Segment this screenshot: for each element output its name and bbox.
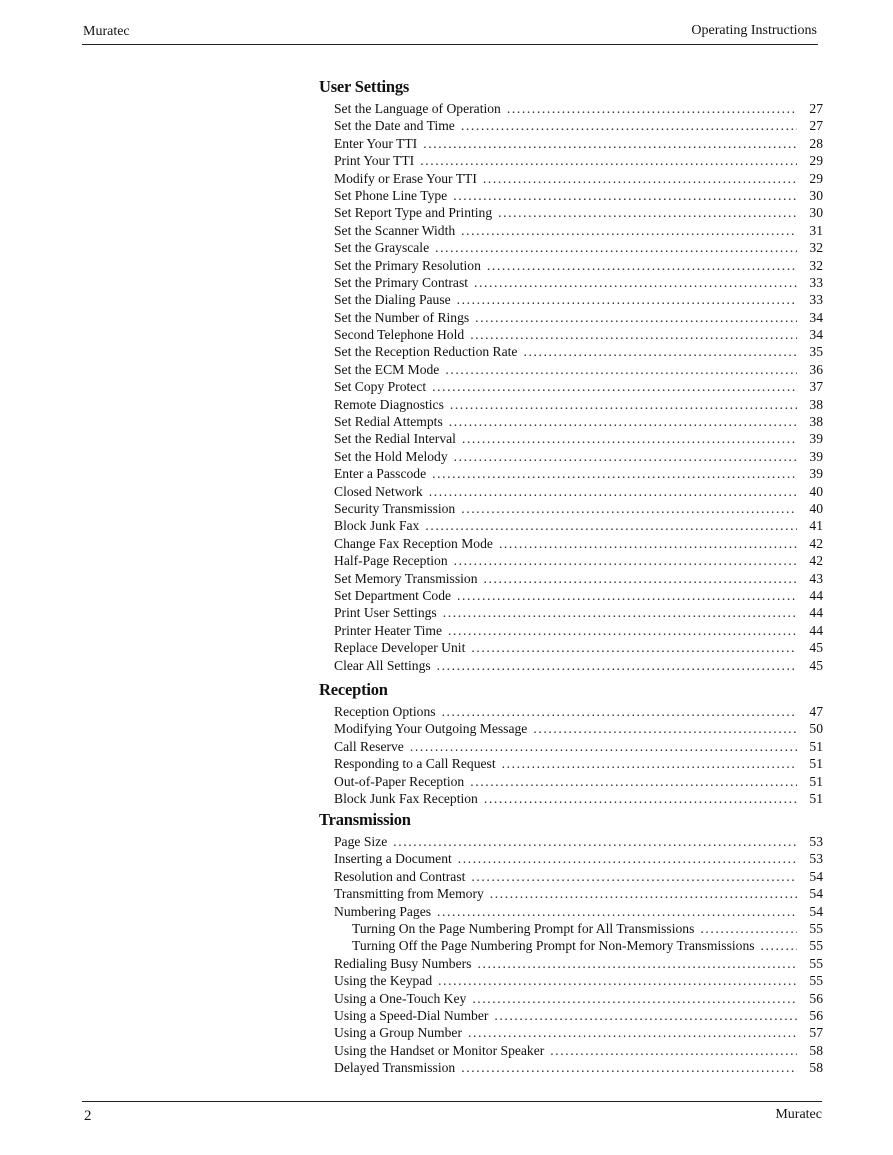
dot-leader <box>487 257 797 274</box>
dot-leader <box>450 396 797 413</box>
toc-entry <box>318 239 823 256</box>
dot-leader <box>420 152 797 169</box>
dot-leader <box>494 1007 797 1024</box>
toc-entry-page: 51 <box>809 790 823 806</box>
toc-entry <box>318 703 823 720</box>
header-brand: Muratec <box>83 24 130 39</box>
toc-entry <box>318 903 823 920</box>
toc-entry-page: 44 <box>809 622 823 638</box>
dot-leader <box>471 868 797 885</box>
toc-entry-page: 54 <box>809 886 823 902</box>
toc-entry <box>318 868 823 885</box>
dot-leader <box>448 622 797 639</box>
toc-entry <box>318 170 823 187</box>
toc-entry-label: Using a Speed-Dial Number <box>334 1007 489 1023</box>
section-title: User Settings <box>319 77 410 96</box>
toc-entry-page: 57 <box>809 1025 823 1041</box>
toc-entry <box>318 1007 823 1024</box>
toc-entry <box>318 430 823 447</box>
toc-entry <box>318 309 823 326</box>
toc-entry-label: Using the Handset or Monitor Speaker <box>334 1042 545 1058</box>
toc-entry-page: 56 <box>809 990 823 1006</box>
toc-entry-page: 55 <box>809 973 823 989</box>
page-number: 2 <box>84 1108 92 1124</box>
toc-entry-label: Printer Heater Time <box>334 622 442 638</box>
dot-leader <box>443 604 797 621</box>
toc-entry <box>318 257 823 274</box>
toc-entry-page: 51 <box>809 738 823 754</box>
toc-entry-page: 44 <box>809 587 823 603</box>
toc-entry-page: 40 <box>809 500 823 516</box>
dot-leader <box>454 552 797 569</box>
dot-leader <box>393 833 797 850</box>
dot-leader <box>445 361 797 378</box>
toc-entry <box>318 622 823 639</box>
toc-entry-label: Numbering Pages <box>334 903 432 919</box>
toc-entry <box>318 1059 823 1076</box>
toc-entry-label: Set the Dialing Pause <box>334 292 451 308</box>
toc-entry <box>318 570 823 587</box>
toc-entry-page: 29 <box>809 153 823 169</box>
toc-entry <box>318 187 823 204</box>
section-entries <box>318 833 823 1076</box>
toc-entry-label: Set the Scanner Width <box>334 222 456 238</box>
section-entries <box>318 703 823 807</box>
toc-entry-label: Set the Primary Resolution <box>334 257 481 273</box>
dot-leader <box>425 517 797 534</box>
toc-entry <box>318 1024 823 1041</box>
dot-leader <box>410 738 797 755</box>
toc-entry-label: Resolution and Contrast <box>334 868 466 884</box>
toc-entry-label: Second Telephone Hold <box>334 327 465 343</box>
toc-sub-entry <box>318 920 823 937</box>
toc-entry-page: 27 <box>809 118 823 134</box>
dot-leader <box>468 1024 797 1041</box>
dot-leader <box>462 430 797 447</box>
toc-entry <box>318 222 823 239</box>
toc-entry-label: Change Fax Reception Mode <box>334 535 493 551</box>
toc-entry <box>318 657 823 674</box>
toc-entry <box>318 396 823 413</box>
toc-entry-page: 53 <box>809 834 823 849</box>
toc-entry-page: 51 <box>809 756 823 772</box>
dot-leader <box>432 465 797 482</box>
dot-leader <box>490 885 797 902</box>
toc-entry-label: Delayed Transmission <box>334 1060 456 1076</box>
toc-entry-page: 34 <box>809 327 823 343</box>
toc-entry-label: Set the Reception Reduction Rate <box>334 344 518 360</box>
dot-leader <box>453 187 797 204</box>
toc-sub-entry <box>318 937 823 954</box>
toc-entry <box>318 465 823 482</box>
toc-entry-page: 37 <box>809 379 823 395</box>
toc-entry-label: Responding to a Call Request <box>334 756 496 772</box>
toc-entry <box>318 720 823 737</box>
dot-leader <box>423 135 797 152</box>
toc-entry <box>318 790 823 807</box>
toc-entry-page: 39 <box>809 466 823 482</box>
toc-entry-page: 47 <box>809 704 823 719</box>
toc-entry-label: Closed Network <box>334 483 423 499</box>
dot-leader <box>458 850 797 867</box>
toc-entry <box>318 587 823 604</box>
dot-leader <box>438 972 797 989</box>
toc-section-user-settings <box>318 77 823 674</box>
toc-section-transmission <box>318 810 823 1076</box>
toc-entry-label: Set the Date and Time <box>334 118 455 134</box>
dot-leader <box>523 343 797 360</box>
toc-entry-page: 55 <box>809 920 823 936</box>
toc-entry-page: 55 <box>809 955 823 971</box>
header-divider <box>82 44 818 45</box>
toc-entry-page: 45 <box>809 640 823 656</box>
toc-entry <box>318 274 823 291</box>
dot-leader <box>484 790 797 807</box>
toc-entry <box>318 500 823 517</box>
toc-entry-label: Call Reserve <box>334 738 404 754</box>
toc-entry-label: Print Your TTI <box>334 153 415 169</box>
toc-entry-page: 51 <box>809 773 823 789</box>
toc-entry-page: 43 <box>809 570 823 586</box>
toc-entry-label: Set Copy Protect <box>334 379 427 395</box>
toc-entry-label: Enter Your TTI <box>334 135 418 151</box>
toc-entry-label: Inserting a Document <box>334 851 452 867</box>
toc-entry-page: 32 <box>809 240 823 256</box>
toc-entry-page: 53 <box>809 851 823 867</box>
toc-entry <box>318 378 823 395</box>
dot-leader <box>454 448 797 465</box>
toc-entry-page: 54 <box>809 868 823 884</box>
dot-leader <box>484 570 797 587</box>
toc-entry-page: 31 <box>809 222 823 238</box>
toc-entry-page: 30 <box>809 205 823 221</box>
footer-brand: Muratec <box>775 1107 822 1122</box>
toc-entry-page: 56 <box>809 1007 823 1023</box>
dot-leader <box>533 720 797 737</box>
dot-leader <box>499 535 797 552</box>
dot-leader <box>461 500 797 517</box>
toc-entry-page: 35 <box>809 344 823 360</box>
dot-leader <box>449 413 797 430</box>
dot-leader <box>472 990 797 1007</box>
toc-entry-label: Turning On the Page Numbering Prompt for All Transmissions <box>352 920 695 936</box>
dot-leader <box>507 100 797 117</box>
toc-entry <box>318 535 823 552</box>
toc-entry-page: 36 <box>809 361 823 377</box>
toc-entry <box>318 955 823 972</box>
dot-leader <box>435 239 797 256</box>
toc-entry-label: Modify or Erase Your TTI <box>334 170 477 186</box>
toc-entry-page: 50 <box>809 721 823 737</box>
toc-entry-label: Redialing Busy Numbers <box>334 955 472 971</box>
toc-entry-page: 38 <box>809 414 823 430</box>
dot-leader <box>700 920 797 937</box>
toc-entry <box>318 1042 823 1059</box>
toc-entry-page: 32 <box>809 257 823 273</box>
toc-entry-label: Set the Redial Interval <box>334 431 456 447</box>
toc-entry-label: Half-Page Reception <box>334 553 448 569</box>
toc-entry <box>318 291 823 308</box>
toc-entry-label: Using a Group Number <box>334 1025 462 1041</box>
toc-entry <box>318 448 823 465</box>
header-title: Operating Instructions <box>691 23 817 38</box>
toc-entry <box>318 204 823 221</box>
toc-entry <box>318 885 823 902</box>
dot-leader <box>471 639 797 656</box>
dot-leader <box>442 703 797 720</box>
toc-entry <box>318 639 823 656</box>
toc-entry-page: 39 <box>809 431 823 447</box>
toc-entry-label: Set the Number of Rings <box>334 309 470 325</box>
dot-leader <box>483 170 797 187</box>
dot-leader <box>474 274 797 291</box>
dot-leader <box>470 773 797 790</box>
dot-leader <box>457 291 797 308</box>
dot-leader <box>550 1042 797 1059</box>
toc-entry-label: Set the ECM Mode <box>334 361 440 377</box>
toc-entry-label: Clear All Settings <box>334 657 431 673</box>
toc-entry-label: Set the Hold Melody <box>334 448 448 464</box>
toc-entry-page: 42 <box>809 553 823 569</box>
footer-divider <box>82 1101 822 1102</box>
toc-entry-page: 30 <box>809 187 823 203</box>
toc-entry <box>318 755 823 772</box>
toc-entry <box>318 117 823 134</box>
dot-leader <box>432 378 797 395</box>
toc-entry-label: Set Memory Transmission <box>334 570 478 586</box>
toc-entry-page: 27 <box>809 101 823 116</box>
toc-entry <box>318 326 823 343</box>
toc-entry-label: Set the Language of Operation <box>334 101 501 116</box>
dot-leader <box>470 326 797 343</box>
dot-leader <box>437 657 797 674</box>
toc-entry-page: 28 <box>809 135 823 151</box>
toc-entry <box>318 152 823 169</box>
toc-entry <box>318 135 823 152</box>
toc-entry-page: 29 <box>809 170 823 186</box>
toc-entry-label: Modifying Your Outgoing Message <box>334 721 528 737</box>
toc-entry-page: 58 <box>809 1042 823 1058</box>
toc-entry <box>318 100 823 117</box>
toc-entry-label: Set Redial Attempts <box>334 414 443 430</box>
dot-leader <box>461 1059 797 1076</box>
toc-entry-label: Using a One-Touch Key <box>334 990 467 1006</box>
toc-entry <box>318 833 823 850</box>
toc-entry-label: Set Department Code <box>334 587 452 603</box>
toc-entry-page: 58 <box>809 1060 823 1076</box>
toc-entry-page: 44 <box>809 605 823 621</box>
toc-entry-label: Turning Off the Page Numbering Prompt for Non-Memory Transmissions <box>352 938 755 954</box>
section-title: Reception <box>319 680 388 699</box>
toc-entry-page: 33 <box>809 274 823 290</box>
toc-entry <box>318 990 823 1007</box>
toc-entry-label: Set Report Type and Printing <box>334 205 493 221</box>
section-entries <box>318 100 823 674</box>
toc-entry-page: 40 <box>809 483 823 499</box>
toc-entry-label: Out-of-Paper Reception <box>334 773 465 789</box>
toc-entry-label: Remote Diagnostics <box>334 396 444 412</box>
dot-leader <box>457 587 797 604</box>
section-title: Transmission <box>319 810 411 829</box>
toc-entry-label: Print User Settings <box>334 605 437 621</box>
dot-leader <box>437 903 797 920</box>
toc-entry-label: Replace Developer Unit <box>334 640 466 656</box>
toc-entry <box>318 361 823 378</box>
dot-leader <box>477 955 797 972</box>
toc-entry-label: Enter a Passcode <box>334 466 427 482</box>
toc-entry-label: Set the Grayscale <box>334 240 430 256</box>
toc-entry-label: Set the Primary Contrast <box>334 274 469 290</box>
toc-entry-label: Block Junk Fax <box>334 518 420 534</box>
toc-entry-page: 34 <box>809 309 823 325</box>
toc-entry <box>318 517 823 534</box>
toc-entry <box>318 972 823 989</box>
toc-entry-label: Set Phone Line Type <box>334 187 448 203</box>
toc-entry-page: 54 <box>809 903 823 919</box>
toc-entry-page: 55 <box>809 938 823 954</box>
toc-entry-label: Block Junk Fax Reception <box>334 790 478 806</box>
toc-entry <box>318 552 823 569</box>
toc-entry <box>318 604 823 621</box>
toc-entry <box>318 738 823 755</box>
toc-entry-label: Reception Options <box>334 704 436 719</box>
toc-entry <box>318 483 823 500</box>
toc-entry-page: 45 <box>809 657 823 673</box>
toc-entry <box>318 343 823 360</box>
toc-entry-page: 41 <box>809 518 823 534</box>
dot-leader <box>461 117 797 134</box>
dot-leader <box>498 204 797 221</box>
dot-leader <box>429 483 797 500</box>
dot-leader <box>475 309 797 326</box>
toc-entry <box>318 413 823 430</box>
toc-entry-page: 39 <box>809 448 823 464</box>
dot-leader <box>761 937 797 954</box>
toc-entry-label: Page Size <box>334 834 388 849</box>
toc-entry <box>318 773 823 790</box>
toc-entry <box>318 850 823 867</box>
toc-entry-label: Security Transmission <box>334 500 456 516</box>
toc-entry-label: Transmitting from Memory <box>334 886 484 902</box>
dot-leader <box>502 755 797 772</box>
toc-entry-page: 42 <box>809 535 823 551</box>
toc-entry-page: 38 <box>809 396 823 412</box>
dot-leader <box>461 222 797 239</box>
toc-entry-label: Using the Keypad <box>334 973 433 989</box>
toc-section-reception <box>318 680 823 807</box>
toc-entry-page: 33 <box>809 292 823 308</box>
